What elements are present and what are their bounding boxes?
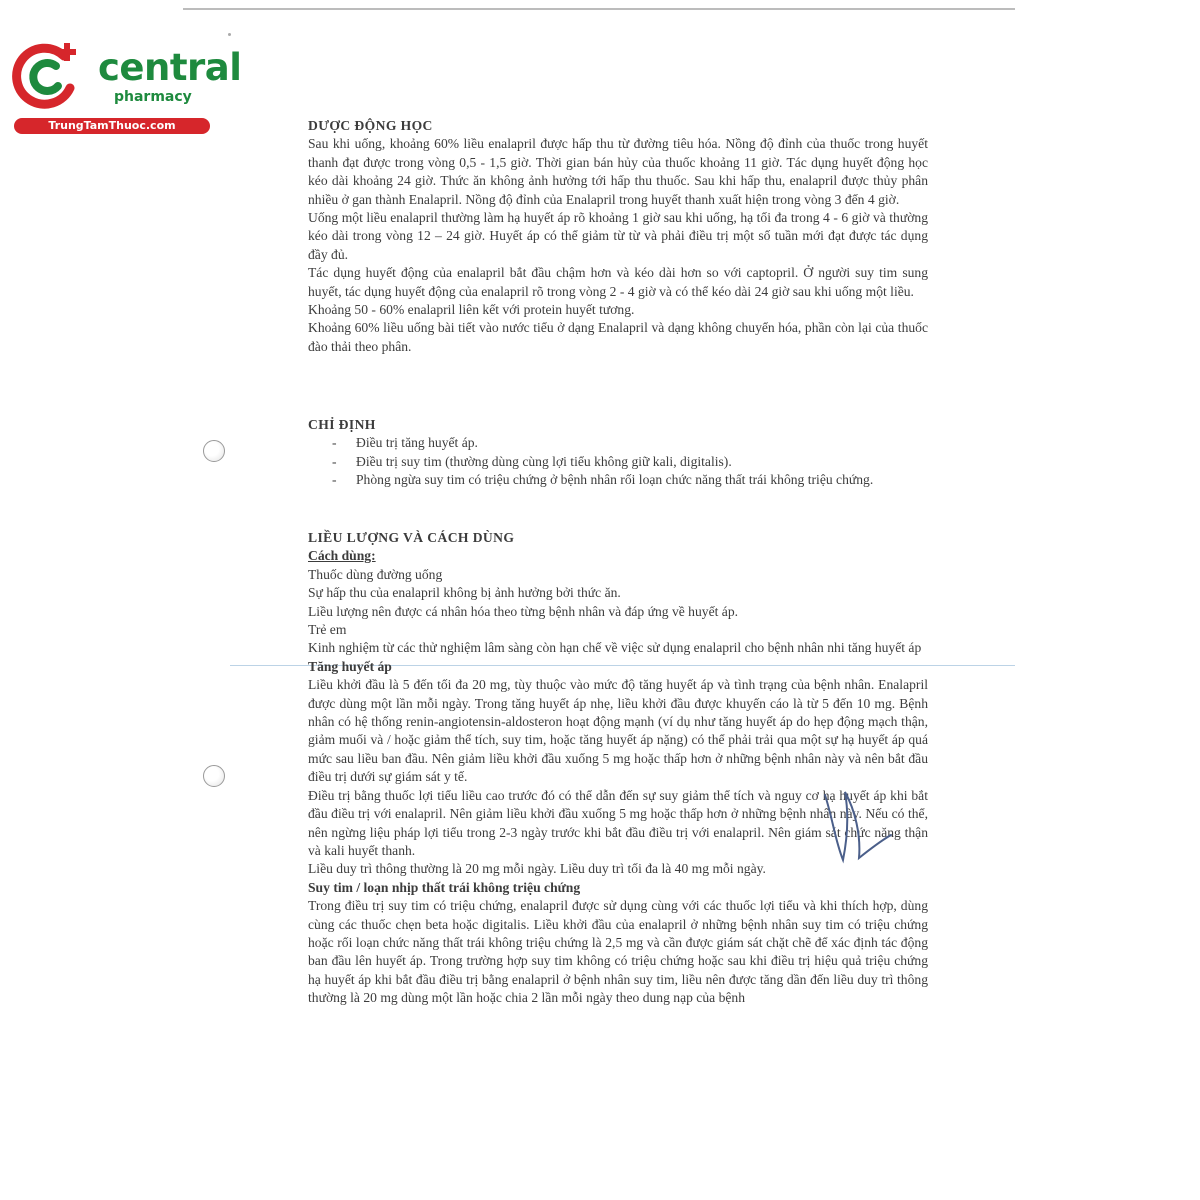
punch-hole bbox=[203, 440, 225, 462]
paragraph: Liều duy trì thông thường là 20 mg mỗi ngày. Liều duy trì tối đa là 40 mg mỗi ngày. bbox=[308, 861, 766, 877]
pharmacokinetics-section bbox=[308, 117, 928, 356]
subsection-title: Cách dùng: bbox=[308, 548, 376, 564]
paragraph: Trong điều trị suy tim có triệu chứng, enalapril được sử dụng cùng với các thuốc lợi tiểu và khi thích hợp, dùng cùng các thuốc chẹn beta hoặc digitalis. Liều khởi đầu của enalapril ở những bệnh nhân suy tim có triệu chứng hoặc rối loạn chức năng thất trái không triệu chứng là 2,5 mg và cần được giám sát chặt chẽ để xác định tác động ban đầu lên huyết áp. Trong trường hợp suy tim không có triệu chứng hoặc sau khi điều trị hiệu quả triệu chứng hạ huyết áp khi bắt đầu điều trị bằng enalapril ở bệnh nhân suy tim, liều nên được tăng dần đến liều duy trì thông thường là 20 mg dùng một lần hoặc chia 2 lần mỗi ngày theo dung nạp của bệnh bbox=[308, 898, 928, 1006]
paragraph: Liều khởi đầu là 5 đến tối đa 20 mg, tùy thuộc vào mức độ tăng huyết áp và tình trạng của bệnh nhân. Enalapril được dùng một lần mỗi ngày. Trong tăng huyết áp nhẹ, liều khởi đầu được khuyến cáo là từ 5 đến 10 mg. Bệnh nhân có hệ thống renin-angiotensin-aldosteron hoạt động mạnh (ví dụ như tăng huyết áp do hẹp động mạch thận, giảm muối và / hoặc giảm thể tích, suy tim, hoặc tăng huyết áp nặng) có thể phải trải qua một sự hạ huyết áp quá mức sau liều ban đầu. Nên giảm liều khởi đầu xuống 5 mg hoặc thấp hơn ở những bệnh nhân này và nên bắt đầu điều trị dưới sự giám sát y tế. bbox=[308, 677, 928, 785]
usage-line: Sự hấp thu của enalapril không bị ảnh hưởng bởi thức ăn. bbox=[308, 585, 621, 601]
central-pharmacy-logo[interactable] bbox=[12, 38, 242, 138]
paragraph: Sau khi uống, khoảng 60% liều enalapril được hấp thu từ đường tiêu hóa. Nồng độ đỉnh của thuốc trong huyết thanh đạt được trong vòng 0,5 - 1,5 giờ. Thời gian bán hủy của thuốc khoảng 11 giờ. Tác dụng huyết động học kéo dài khoảng 24 giờ. Thức ăn không ảnh hưởng tới hấp thu thuốc. Sau khi hấp thu, enalapril được thủy phân nhiều ở gan thành Enalapril. Nồng độ đỉnh của Enalapril trong huyết thanh xuất hiện trong vòng 3 đến 4 giờ. bbox=[308, 136, 928, 207]
scan-border-line bbox=[183, 8, 1015, 10]
dosage-section bbox=[308, 529, 928, 1008]
paragraph: Điều trị bằng thuốc lợi tiểu liều cao trước đó có thể dẫn đến sự suy giảm thể tích và nguy cơ hạ huyết áp khi bắt đầu điều trị với enalapril. Nên giảm liều khởi đầu xuống 5 mg hoặc thấp hơn ở những bệnh nhân này. Nếu có thể, nên ngừng liệu pháp lợi tiểu trong 2-3 ngày trước khi bắt đầu điều trị với enalapril. Nên giám sát chức năng thận và kali huyết thanh. bbox=[308, 787, 928, 858]
logo-sub-text: pharmacy bbox=[114, 89, 192, 105]
usage-line: Liều lượng nên được cá nhân hóa theo từng bệnh nhân và đáp ứng về huyết áp. bbox=[308, 603, 739, 619]
list-item: - Phòng ngừa suy tim có triệu chứng ở bệnh nhân rối loạn chức năng thất trái không triệu chứng. bbox=[308, 471, 928, 489]
logo-brand-text: central bbox=[98, 46, 242, 89]
list-item: - Điều trị suy tim (thường dùng cùng lợi tiểu không giữ kali, digitalis). bbox=[308, 453, 928, 471]
section-heading: LIỀU LƯỢNG VÀ CÁCH DÙNG bbox=[308, 530, 515, 545]
paragraph: Khoảng 50 - 60% enalapril liên kết với protein huyết tương. bbox=[308, 302, 635, 318]
subsection-title: Tăng huyết áp bbox=[308, 658, 392, 674]
paragraph: Kinh nghiệm từ các thử nghiệm lâm sàng còn hạn chế về việc sử dụng enalapril cho bệnh nhân nhi tăng huyết áp bbox=[308, 640, 922, 656]
section-heading: CHỈ ĐỊNH bbox=[308, 417, 376, 432]
subsection-title: Suy tim / loạn nhịp thất trái không triệu chứng bbox=[308, 879, 581, 895]
signature-mark bbox=[815, 780, 895, 880]
usage-line: Thuốc dùng đường uống bbox=[308, 566, 443, 582]
logo-site-link[interactable]: TrungTamThuoc.com bbox=[14, 118, 210, 134]
scan-speck bbox=[228, 33, 231, 36]
section-heading: DƯỢC ĐỘNG HỌC bbox=[308, 118, 433, 133]
paragraph: Uống một liều enalapril thường làm hạ huyết áp rõ khoảng 1 giờ sau khi uống, hạ tối đa trong 4 - 6 giờ và thường kéo dài trong vòng 12 – 24 giờ. Huyết áp có thể giảm từ từ và phải điều trị một số tuần mới đạt được tác dụng đầy đủ. bbox=[308, 210, 928, 262]
punch-hole bbox=[203, 765, 225, 787]
list-item: - Điều trị tăng huyết áp. bbox=[308, 434, 928, 452]
pharmacy-cross-icon bbox=[12, 40, 84, 112]
indications-section bbox=[308, 416, 928, 490]
paragraph: Tác dụng huyết động của enalapril bắt đầu chậm hơn và kéo dài hơn so với captopril. Ở người suy tim sung huyết, tác dụng huyết động của enalapril rõ trong vòng 2 - 4 giờ và có thể kéo dài 24 giờ sau khi uống một liều. bbox=[308, 265, 928, 299]
subsection-title: Trẻ em bbox=[308, 622, 347, 638]
paragraph: Khoảng 60% liều uống bài tiết vào nước tiểu ở dạng Enalapril và dạng không chuyển hóa, phần còn lại của thuốc đào thải theo phân. bbox=[308, 320, 928, 354]
